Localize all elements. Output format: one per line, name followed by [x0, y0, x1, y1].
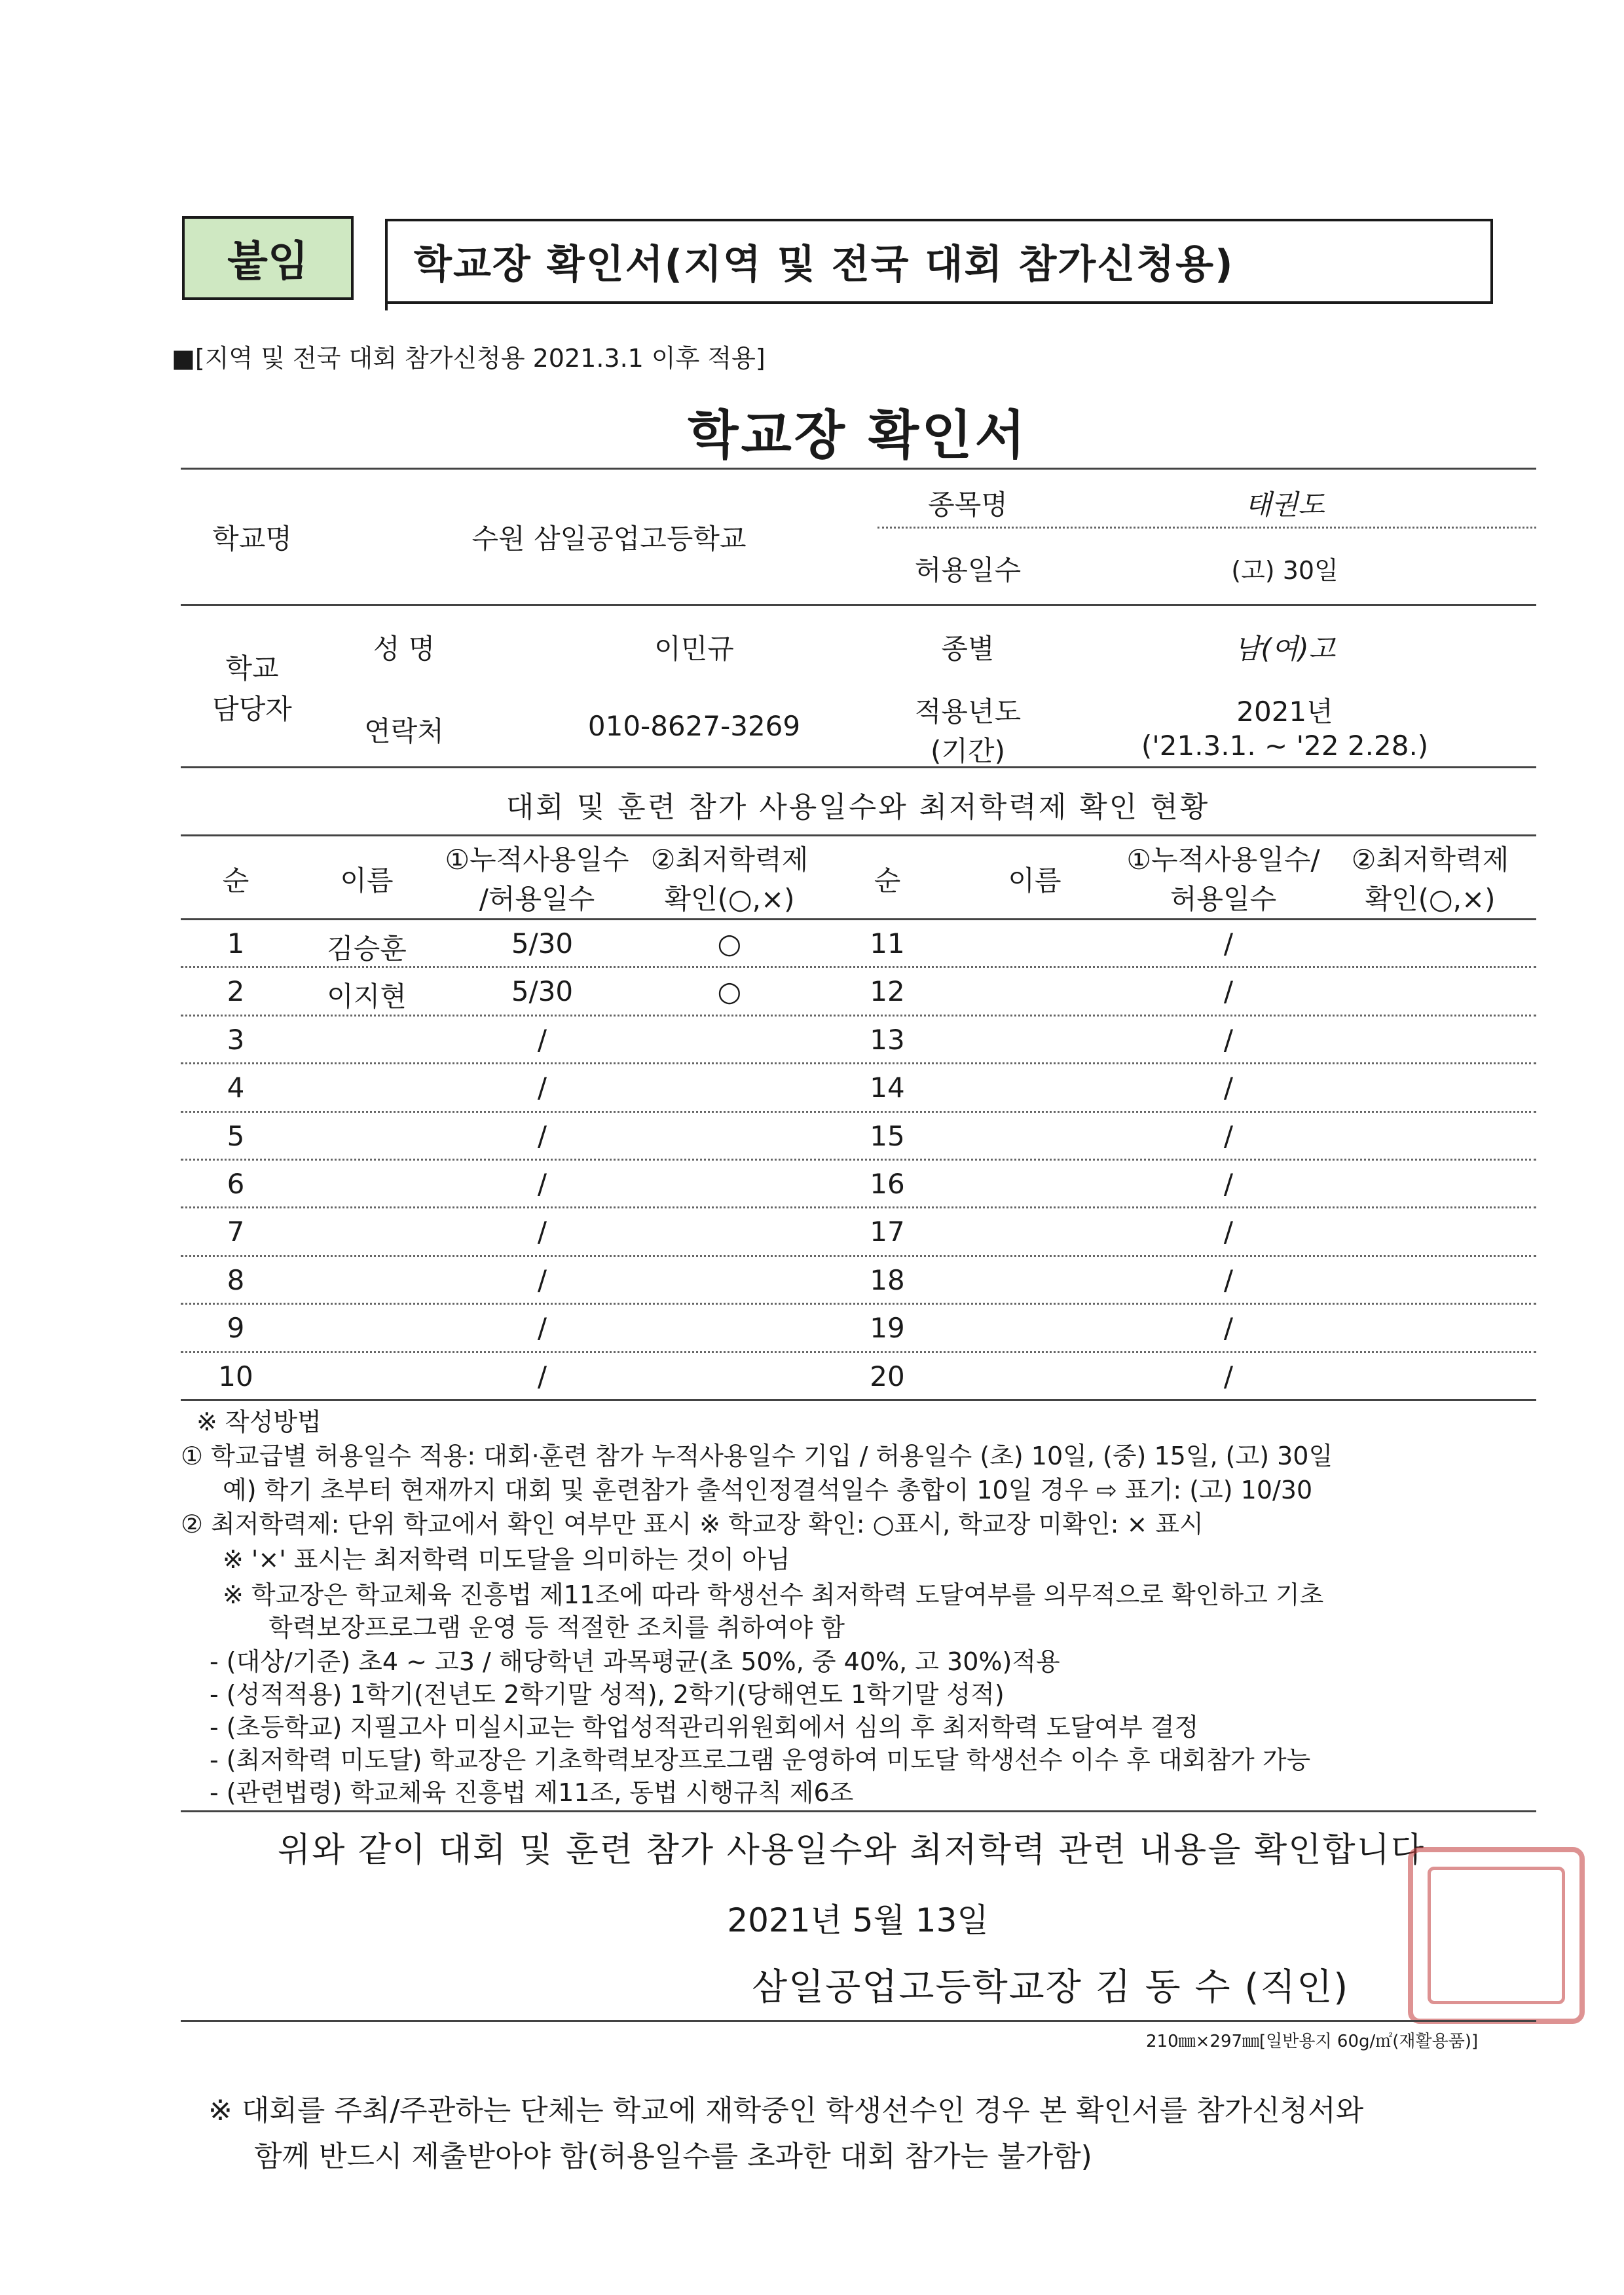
name-label: 성 명 [373, 633, 435, 665]
attachment-tag: 붙임 [182, 216, 354, 300]
col-name: 이름 [1008, 865, 1061, 897]
row-rule [181, 1015, 1536, 1017]
row-no: 9 [227, 1312, 245, 1345]
col-days: 허용일수 [1170, 883, 1277, 915]
row-rule [181, 966, 1536, 968]
row-days: / [537, 1072, 547, 1104]
info-bottom-rule [181, 766, 1536, 768]
school-label: 학교명 [212, 523, 292, 555]
col-days: /허용일수 [479, 883, 595, 915]
row-rule [181, 1255, 1536, 1257]
row-name: 김승훈 [327, 933, 407, 965]
row-days: / [1223, 1119, 1234, 1152]
year-period: ('21.3.1. ~ '22 2.28.) [1141, 730, 1429, 762]
row-days: / [1223, 1312, 1234, 1345]
row-rule [181, 1111, 1536, 1113]
row-days: / [1223, 1263, 1234, 1296]
contact-value: 010-8627-3269 [587, 710, 801, 742]
allow-label: 허용일수 [914, 554, 1022, 586]
row-no: 5 [227, 1119, 245, 1152]
paper-spec: 210㎜×297㎜[일반용지 60g/㎡(재활용품)] [1146, 2032, 1479, 2051]
notes-bottom-rule [181, 1810, 1536, 1812]
row-no: 17 [870, 1216, 905, 1248]
row-days: / [1223, 1216, 1234, 1248]
row-name: 이지현 [327, 980, 407, 1013]
signer: 삼일공업고등학교장 김 동 수 (직인) [752, 1966, 1350, 2009]
row-no: 12 [870, 975, 905, 1008]
row-days: / [1223, 1023, 1234, 1056]
note-line: - (관련법령) 학교체육 진흥법 제11조, 동법 시행규칙 제6조 [210, 1778, 854, 1807]
row-no: 2 [227, 975, 245, 1008]
header-title: 학교장 확인서(지역 및 전국 대회 참가신청용) [385, 219, 1493, 304]
row-no: 1 [227, 927, 245, 960]
row-no: 3 [227, 1023, 245, 1056]
row-rule [181, 1062, 1536, 1064]
row-days: / [537, 1023, 547, 1056]
form-note: ■[지역 및 전국 대회 참가신청용 2021.3.1 이후 적용] [172, 344, 766, 373]
row-no: 10 [218, 1360, 253, 1392]
school-value: 수원 삼일공업고등학교 [471, 523, 747, 555]
row-days: 5/30 [511, 975, 574, 1008]
note-line: - (최저학력 미도달) 학교장은 기초학력보장프로그램 운영하여 미도달 학생선수 이수 후 대회참가 가능 [210, 1745, 1311, 1774]
name-value: 이민규 [654, 633, 734, 665]
note-line: ※ '×' 표시는 최저학력 미도달을 의미하는 것이 아님 [223, 1545, 790, 1574]
section-title: 대회 및 훈련 참가 사용일수와 최저학력제 확인 현황 [506, 791, 1210, 824]
row-days: / [1223, 975, 1234, 1008]
manager-label: 담당자 [212, 693, 292, 725]
row-rule [181, 1159, 1536, 1161]
row-days: / [537, 1168, 547, 1200]
info-top-rule [181, 468, 1536, 470]
col-min: 확인(○,×) [1365, 883, 1496, 915]
row-days: 5/30 [511, 927, 574, 960]
col-no: 순 [222, 865, 249, 897]
col-min: ②최저학력제 [1351, 844, 1509, 876]
confirm-text: 위와 같이 대회 및 훈련 참가 사용일수와 최저학력 관련 내용을 확인합니다 [277, 1831, 1426, 1870]
row-days: / [537, 1216, 547, 1248]
row-check: ○ [717, 927, 742, 960]
col-min: 확인(○,×) [664, 883, 795, 915]
year-label: (기간) [931, 735, 1005, 767]
row-no: 18 [870, 1263, 905, 1296]
year-value: 2021년 [1236, 696, 1333, 728]
row-rule [181, 1351, 1536, 1353]
col-no: 순 [874, 865, 901, 897]
manager-label: 학교 [225, 652, 279, 684]
info-rule [181, 604, 1536, 606]
row-no: 6 [227, 1168, 245, 1200]
col-min: ②최저학력제 [650, 844, 809, 876]
row-no: 4 [227, 1072, 245, 1104]
row-days: / [537, 1263, 547, 1296]
gender-label: 종별 [941, 633, 995, 665]
note-line: - (성적적용) 1학기(전년도 2학기말 성적), 2학기(당해연도 1학기말 성적) [210, 1680, 1005, 1709]
event-value: 태권도 [1245, 489, 1325, 521]
row-days: / [1223, 927, 1234, 960]
row-no: 14 [870, 1072, 905, 1104]
document-title: 학교장 확인서 [688, 405, 1028, 466]
note-line: ① 학교급별 허용일수 적용: 대회·훈련 참가 누적사용일수 기입 / 허용일수 (초) 10일, (중) 15일, (고) 30일 [181, 1442, 1333, 1470]
note-line: ※ 학교장은 학교체육 진흥법 제11조에 따라 학생선수 최저학력 도달여부를 의무적으로 확인하고 기초 [223, 1580, 1324, 1609]
table-bottom-rule [181, 1399, 1536, 1401]
col-days: ①누적사용일수/ [1126, 844, 1320, 876]
row-days: / [1223, 1072, 1234, 1104]
col-name: 이름 [340, 865, 394, 897]
row-check: ○ [717, 975, 742, 1008]
row-no: 15 [870, 1119, 905, 1152]
event-label: 종목명 [928, 489, 1008, 521]
note-line: 예) 학기 초부터 현재까지 대회 및 훈련참가 출석인정결석일수 총합이 10일 경우 ⇨ 표기: (고) 10/30 [223, 1476, 1313, 1504]
note-line: ② 최저학력제: 단위 학교에서 확인 여부만 표시 ※ 학교장 확인: ○표시, 학교장 미확인: × 표시 [181, 1510, 1204, 1539]
official-seal [1408, 1847, 1585, 2024]
contact-label: 연락처 [364, 715, 444, 747]
note-line: - (초등학교) 지필고사 미실시교는 학업성적관리위원회에서 심의 후 최저학력 도달여부 결정 [210, 1713, 1199, 1742]
note-line: 학력보장프로그램 운영 등 적절한 조치를 취하여야 함 [268, 1613, 845, 1642]
row-no: 8 [227, 1263, 245, 1296]
note-line: - (대상/기준) 초4 ~ 고3 / 해당학년 과목평균(초 50%, 중 40%, 고 30%)적용 [210, 1647, 1060, 1676]
note-line: ※ 작성방법 [196, 1408, 322, 1436]
row-no: 20 [870, 1360, 905, 1392]
gender-value: 남(여)고 [1234, 633, 1336, 665]
row-days: / [1223, 1360, 1234, 1392]
row-days: / [537, 1119, 547, 1152]
year-label: 적용년도 [914, 696, 1022, 728]
row-no: 13 [870, 1023, 905, 1056]
allow-value: (고) 30일 [1231, 556, 1338, 585]
row-no: 16 [870, 1168, 905, 1200]
sign-bottom-rule [181, 2020, 1536, 2022]
col-days: ①누적사용일수 [445, 844, 629, 876]
row-days: / [537, 1360, 547, 1392]
row-rule [181, 1303, 1536, 1305]
table-header-rule [181, 918, 1536, 920]
row-days: / [537, 1312, 547, 1345]
info-rule [877, 527, 1536, 529]
issue-date: 2021년 5월 13일 [727, 1901, 989, 1939]
row-days: / [1223, 1168, 1234, 1200]
row-rule [181, 1206, 1536, 1208]
row-no: 7 [227, 1216, 245, 1248]
footer-note: ※ 대회를 주최/주관하는 단체는 학교에 재학중인 학생선수인 경우 본 확인서를 참가신청서와 [208, 2094, 1364, 2127]
table-top-rule [181, 834, 1536, 836]
row-no: 19 [870, 1312, 905, 1345]
footer-note: 함께 반드시 제출받아야 함(허용일수를 초과한 대회 참가는 불가함) [254, 2140, 1092, 2173]
row-no: 11 [870, 927, 905, 960]
